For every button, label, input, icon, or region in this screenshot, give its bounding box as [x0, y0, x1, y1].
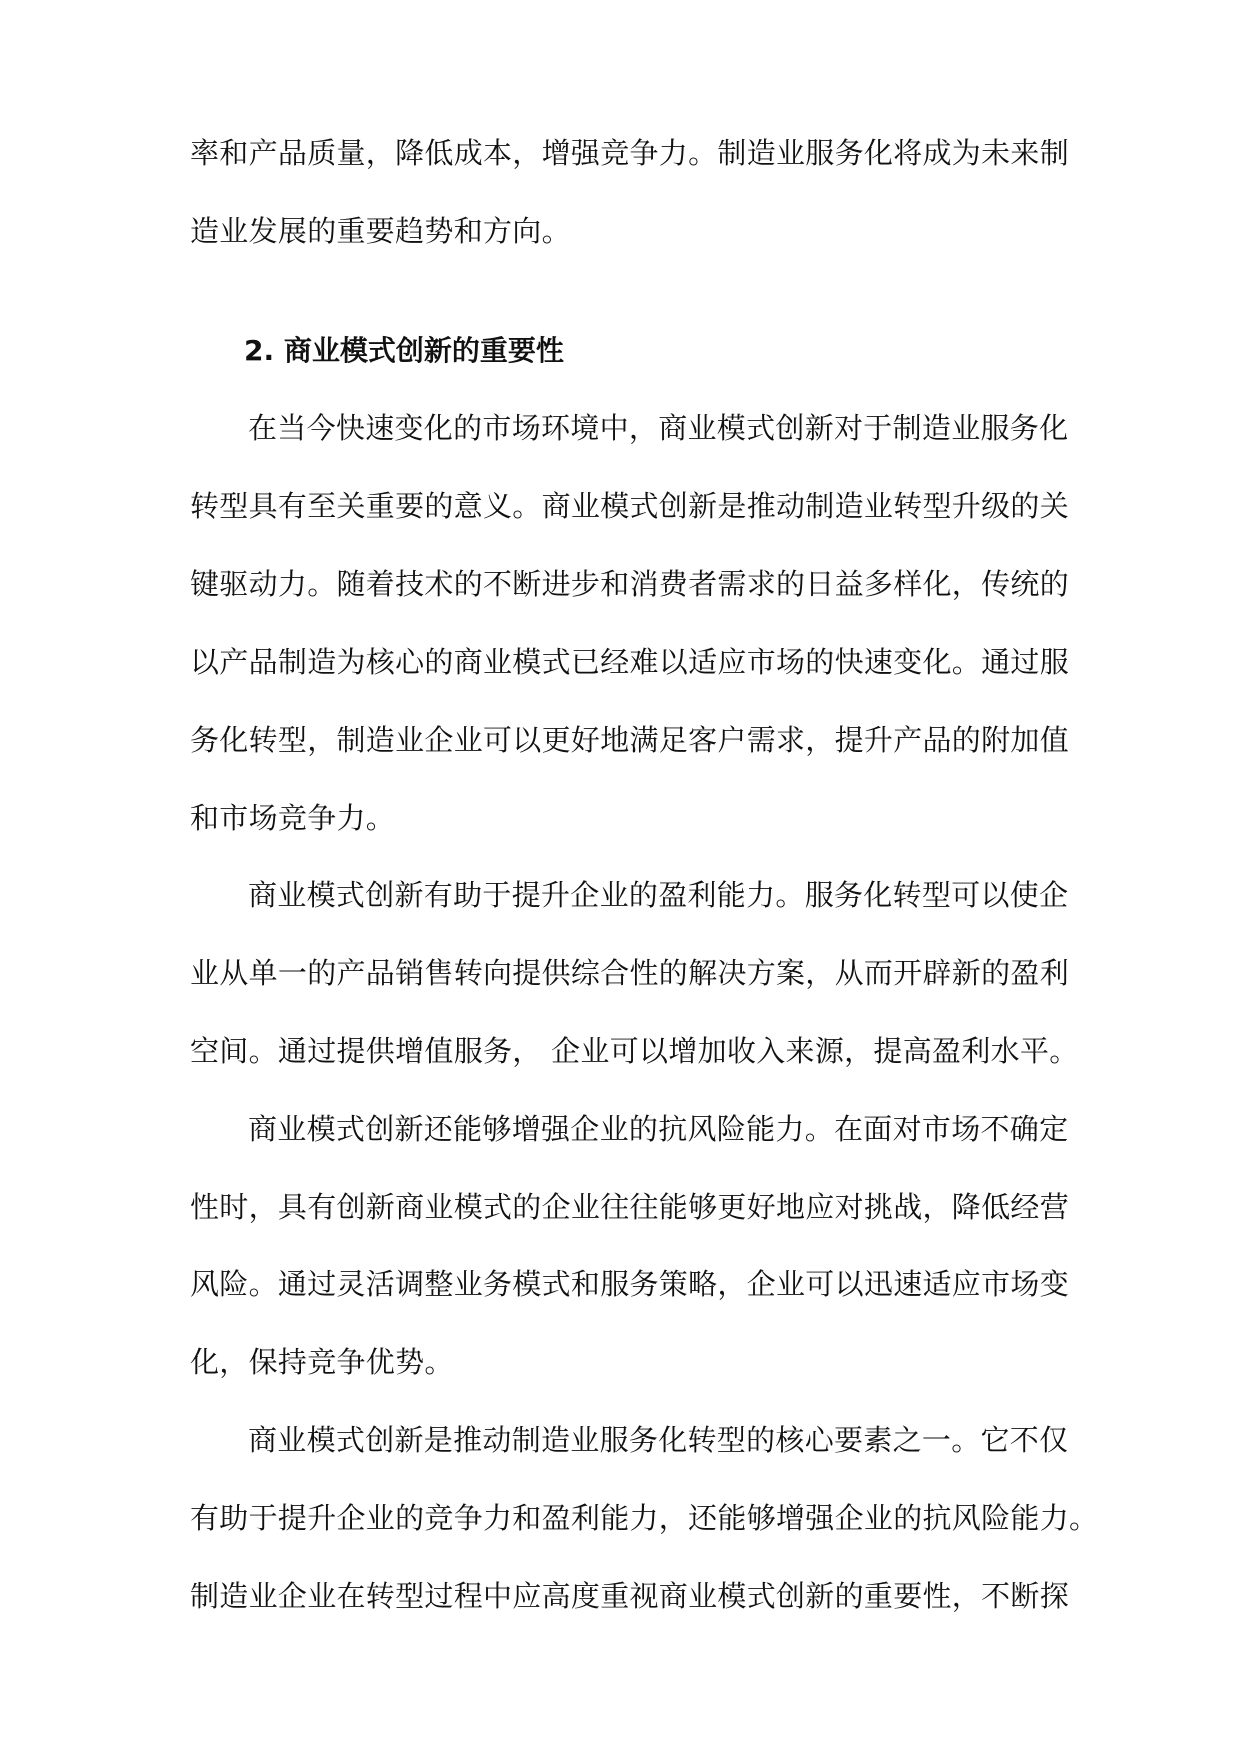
paragraph-intro-line-1: 率和产品质量，降低成本，增强竞争力。制造业服务化将成为未来制 — [190, 136, 1070, 170]
paragraph-1-line-4: 以产品制造为核心的商业模式已经难以适应市场的快速变化。通过服 — [190, 645, 1070, 679]
paragraph-4-line-2: 有助于提升企业的竞争力和盈利能力，还能够增强企业的抗风险能力。 — [190, 1501, 1099, 1535]
paragraph-4-line-3: 制造业企业在转型过程中应高度重视商业模式创新的重要性，不断探 — [190, 1579, 1070, 1613]
paragraph-1-line-6: 和市场竞争力。 — [190, 801, 396, 835]
paragraph-intro-line-2: 造业发展的重要趋势和方向。 — [190, 214, 571, 248]
paragraph-3-line-4: 化，保持竞争优势。 — [190, 1345, 454, 1379]
paragraph-1-line-5: 务化转型，制造业企业可以更好地满足客户需求，提升产品的附加值 — [190, 723, 1070, 757]
paragraph-2-line-2: 业从单一的产品销售转向提供综合性的解决方案，从而开辟新的盈利 — [190, 956, 1070, 990]
paragraph-1-line-1: 在当今快速变化的市场环境中，商业模式创新对于制造业服务化 — [248, 411, 1069, 445]
paragraph-3-line-3: 风险。通过灵活调整业务模式和服务策略，企业可以迅速适应市场变 — [190, 1267, 1070, 1301]
paragraph-1-line-3: 键驱动力。随着技术的不断进步和消费者需求的日益多样化，传统的 — [190, 567, 1070, 601]
paragraph-3-line-1: 商业模式创新还能够增强企业的抗风险能力。在面对市场不确定 — [248, 1112, 1069, 1146]
section-heading: 2. 商业模式创新的重要性 — [244, 334, 564, 367]
paragraph-2-line-3: 空间。通过提供增值服务， 企业可以增加收入来源，提高盈利水平。 — [190, 1034, 1079, 1068]
paragraph-1-line-2: 转型具有至关重要的意义。商业模式创新是推动制造业转型升级的关 — [190, 489, 1070, 523]
paragraph-2-line-1: 商业模式创新有助于提升企业的盈利能力。服务化转型可以使企 — [248, 878, 1069, 912]
paragraph-3-line-2: 性时，具有创新商业模式的企业往往能够更好地应对挑战，降低经营 — [190, 1190, 1070, 1224]
paragraph-4-line-1: 商业模式创新是推动制造业服务化转型的核心要素之一。它不仅 — [248, 1423, 1069, 1457]
